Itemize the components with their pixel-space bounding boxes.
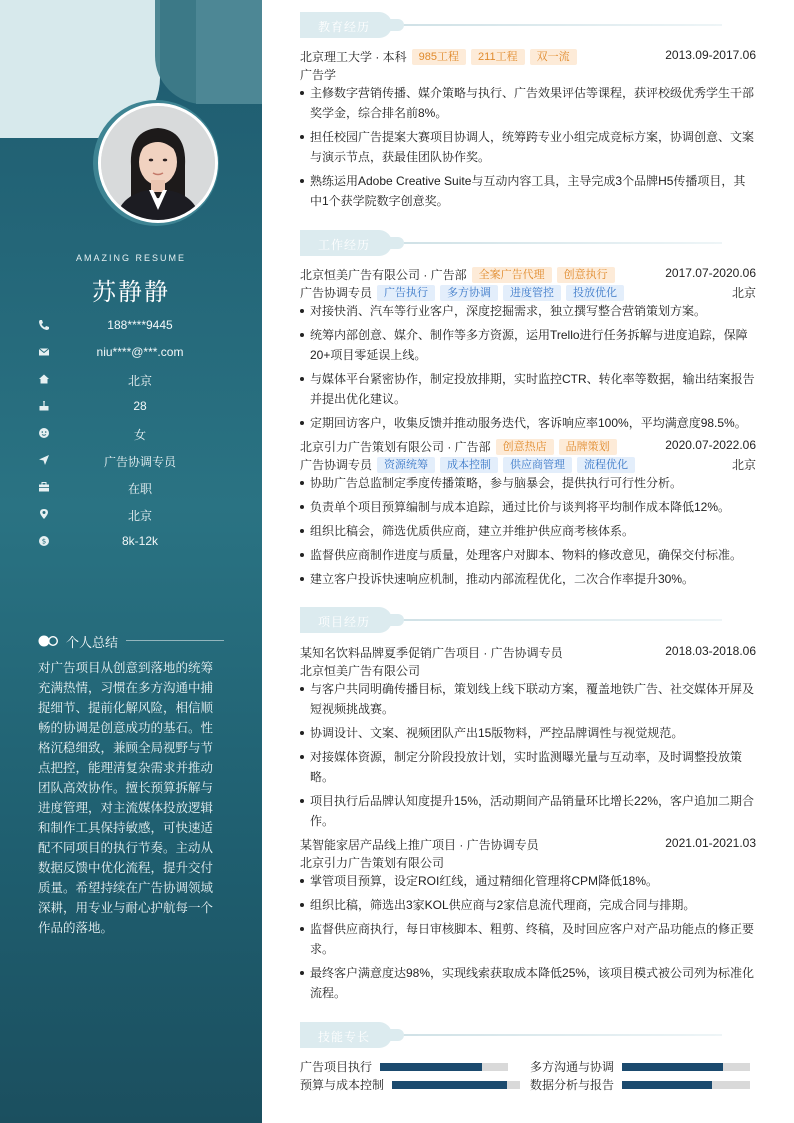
job-bullets: [300, 301, 756, 437]
job-role: 广告协调专员: [300, 458, 373, 472]
list-item: 对接媒体资源，制定分阶段投放计划，实时监测曝光量与互动率，及时调整投放策略。: [300, 747, 756, 787]
email-icon: [38, 346, 50, 358]
project-company: 北京恒美广告有限公司: [300, 664, 421, 678]
job-date: 2020.07-2022.06: [665, 438, 756, 452]
location-icon: [38, 508, 50, 520]
education-bullets: [300, 83, 756, 215]
phone-number: 188****9445: [107, 318, 173, 332]
job-city: 北京: [731, 286, 756, 300]
sidebar: [0, 0, 262, 1123]
skill-label: 数据分析与报告: [530, 1078, 615, 1092]
hometown: 北京: [127, 374, 152, 388]
skill-bar: [392, 1081, 520, 1089]
education-row: [300, 48, 756, 66]
info-row-gender: [0, 424, 262, 444]
info-row-home: [0, 370, 262, 390]
job-role-row: [300, 456, 756, 474]
major: 广告学: [300, 68, 337, 82]
major-row: [300, 66, 756, 84]
skill-bar-fill: [622, 1063, 723, 1071]
project-header: [300, 836, 756, 854]
skill-bar-fill: [380, 1063, 482, 1071]
list-item: 组织比稿会，筛选优质供应商，建立并维护供应商考核体系。: [300, 521, 756, 541]
section-title: 工作经历: [318, 238, 371, 252]
company-name: 北京恒美广告有限公司 · 广告部: [300, 268, 467, 282]
list-item: 监督供应商执行，每日审核脚本、粗剪、终稿，及时回应客户对产品功能点的修正要求。: [300, 919, 756, 959]
info-row-status: [0, 478, 262, 498]
section-divider: [392, 1034, 722, 1036]
job-date: 2017.07-2020.06: [665, 266, 756, 280]
list-item: 担任校园广告提案大赛项目协调人，统筹跨专业小组完成竞标方案，协调创意、文案与演示节点，获最佳团队协作奖。: [300, 127, 756, 167]
project-header: [300, 644, 756, 662]
job-city: 北京: [731, 458, 756, 472]
expected-city: 北京: [127, 509, 152, 523]
project-company-row: [300, 854, 756, 872]
list-item: 组织比稿，筛选出3家KOL供应商与2家信息流代理商，完成合同与排期。: [300, 895, 756, 915]
job-header: [300, 266, 756, 284]
candidate-name: 苏静静: [92, 278, 170, 306]
company-tag: 全案广告代理: [472, 267, 552, 283]
list-item: 与媒体平台紧密协作，制定投放排期，实时监控CTR、转化率等数据，输出结案报告并提出优化建议。: [300, 369, 756, 409]
job-role-row: [300, 284, 756, 302]
info-row-email: [0, 343, 262, 363]
skill-item: [300, 1058, 510, 1074]
project-name: 某知名饮料品牌夏季促销广告项目 · 广告协调专员: [300, 646, 563, 660]
info-row-salary: [0, 532, 262, 552]
list-item: 协调设计、文案、视频团队产出15版物料，严控品牌调性与视觉规范。: [300, 723, 756, 743]
section-divider: [392, 242, 722, 244]
gender-icon: [38, 427, 50, 439]
list-item: 与客户共同明确传播目标，策划线上线下联动方案，覆盖地铁广告、社交媒体开屏及短视频挑战赛。: [300, 679, 756, 719]
svg-text:$: $: [41, 537, 47, 546]
role-tag: 多方协调: [440, 285, 498, 301]
resume-tagline: AMAZING RESUME: [75, 253, 186, 263]
skill-item: [530, 1058, 752, 1074]
skill-item: [530, 1076, 752, 1092]
skill-bar: [622, 1081, 750, 1089]
role-tag: 流程优化: [577, 457, 635, 473]
section-header-work: [300, 230, 730, 260]
send-icon: [38, 454, 50, 466]
age: 28: [133, 399, 147, 413]
summary-title: 个人总结: [66, 635, 119, 650]
info-row-position: [0, 451, 262, 471]
list-item: 项目执行后品牌认知度提升15%，活动期间产品销量环比增长22%，客户追加二期合作。: [300, 791, 756, 831]
role-tag: 成本控制: [440, 457, 498, 473]
list-item: 主修数字营销传播、媒介策略与执行、广告效果评估等课程，获评校级优秀学生干部奖学金，综合排名前8%。: [300, 83, 756, 123]
info-row-phone: [0, 316, 262, 336]
skill-label: 预算与成本控制: [300, 1078, 385, 1092]
summary-divider: [126, 640, 224, 641]
list-item: 对接快消、汽车等行业客户，深度挖掘需求，独立撰写整合营销策划方案。: [300, 301, 756, 321]
list-item: 掌管项目预算，设定ROI红线，通过精细化管理将CPM降低18%。: [300, 871, 756, 891]
company-name: 北京引力广告策划有限公司 · 广告部: [300, 440, 491, 454]
salary-icon: [38, 535, 50, 547]
project-bullets: [300, 871, 756, 1007]
email-address: niu****@***.com: [96, 345, 184, 359]
list-item: 熟练运用Adobe Creative Suite与互动内容工具，主导完成3个品牌H5传播项目，其中1个获学院数字创意奖。: [300, 171, 756, 211]
section-divider: [392, 24, 722, 26]
school-tag: 双一流: [530, 49, 577, 65]
company-tag: 创意执行: [557, 267, 615, 283]
section-header-projects: [300, 607, 730, 637]
company-tag: 创意热店: [496, 439, 554, 455]
project-date: 2021.01-2021.03: [665, 836, 756, 850]
avatar: [98, 103, 218, 223]
decor-shape: [196, 0, 262, 104]
school-name: 北京理工大学 · 本科: [300, 50, 407, 64]
skill-bar-fill: [622, 1081, 712, 1089]
role-tag: 进度管控: [503, 285, 561, 301]
info-row-location: [0, 505, 262, 525]
briefcase-icon: [38, 481, 50, 493]
skill-label: 多方沟通与协调: [530, 1060, 615, 1074]
gender: 女: [133, 428, 146, 442]
list-item: 定期回访客户，收集反馈并推动服务迭代，客诉响应率100%，平均满意度98.5%。: [300, 413, 756, 433]
school-tag: 211工程: [471, 49, 525, 65]
role-tag: 资源统筹: [377, 457, 435, 473]
school-tag: 985工程: [412, 49, 466, 65]
project-bullets: [300, 679, 756, 835]
cake-icon: [38, 400, 50, 412]
section-title: 项目经历: [318, 615, 371, 629]
job-role: 广告协调专员: [300, 286, 373, 300]
education-date: 2013.09-2017.06: [665, 48, 756, 62]
employment-status: 在职: [127, 482, 152, 496]
company-tag: 品牌策划: [559, 439, 617, 455]
role-tag: 投放优化: [566, 285, 624, 301]
list-item: 监督供应商制作进度与质量，处理客户对脚本、物料的修改意见，确保交付标准。: [300, 545, 756, 565]
home-icon: [38, 373, 50, 385]
skill-item: [300, 1076, 522, 1092]
project-company-row: [300, 662, 756, 680]
project-name: 某智能家居产品线上推广项目 · 广告协调专员: [300, 838, 539, 852]
section-header-education: [300, 12, 730, 42]
list-item: 统筹内部创意、媒介、制作等多方资源，运用Trello进行任务拆解与进度追踪，保障20+项目零延误上线。: [300, 325, 756, 365]
role-tag: 广告执行: [377, 285, 435, 301]
section-title: 技能专长: [318, 1030, 371, 1044]
skill-bar: [380, 1063, 508, 1071]
list-item: 协助广告总监制定季度传播策略，参与脑暴会，提供执行可行性分析。: [300, 473, 756, 493]
job-header: [300, 438, 756, 456]
expected-salary: 8k-12k: [121, 534, 159, 548]
list-item: 负责单个项目预算编制与成本追踪，通过比价与谈判将平均制作成本降低12%。: [300, 497, 756, 517]
section-divider: [392, 619, 722, 621]
portrait-photo: [101, 106, 215, 220]
job-bullets: [300, 473, 756, 593]
toggle-dots-icon: [38, 634, 60, 648]
info-row-age: [0, 397, 262, 417]
project-company: 北京引力广告策划有限公司: [300, 856, 445, 870]
role-tag: 供应商管理: [503, 457, 572, 473]
section-title: 教育经历: [318, 20, 371, 34]
skill-bar-fill: [392, 1081, 507, 1089]
section-header-skills: [300, 1022, 730, 1052]
summary-text: 对广告项目从创意到落地的统筹充满热情，习惯在多方沟通中捕捉细节、提前化解风险，相信顺畅的协调是创意成功的基石。性格沉稳细致，兼顾全局视野与节点把控，能理清复杂需求并推动团队高效协作。擅长预算拆解与进度管理，对主流媒体投放逻辑和制作工具保持敏感，可快速适配不同项目的执行节奏。主动从数据反馈中优化流程，提升交付质量。希望持续在广告协调领域深耕，用专业与耐心护航每一个作品的落地。: [38, 661, 214, 935]
list-item: 建立客户投诉快速响应机制，推动内部流程优化，二次合作率提升30%。: [300, 569, 756, 589]
phone-icon: [38, 319, 50, 331]
skill-label: 广告项目执行: [300, 1060, 373, 1074]
list-item: 最终客户满意度达98%，实现线索获取成本降低25%，该项目模式被公司列为标准化流程。: [300, 963, 756, 1003]
project-date: 2018.03-2018.06: [665, 644, 756, 658]
skill-bar: [622, 1063, 750, 1071]
summary-header: [38, 632, 224, 650]
target-position: 广告协调专员: [103, 455, 176, 469]
